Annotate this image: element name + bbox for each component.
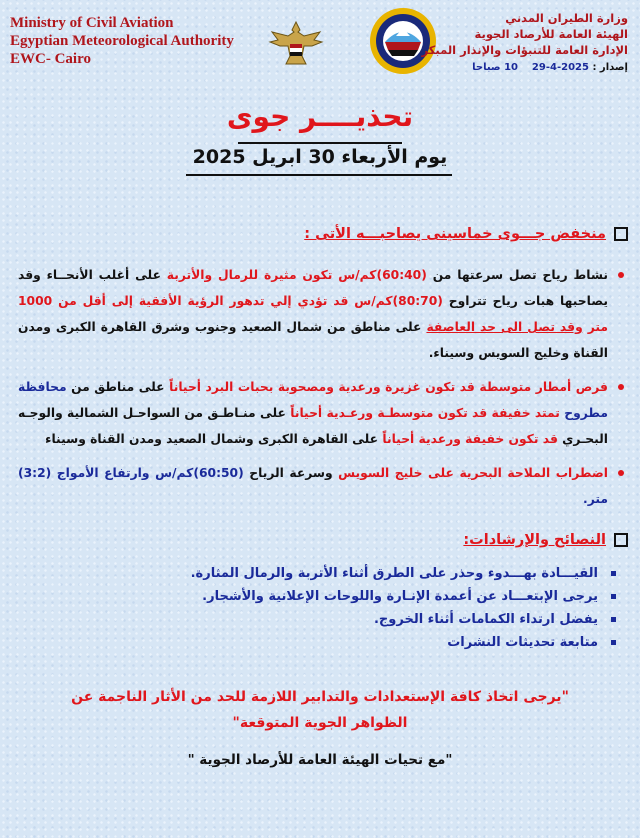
sea-text-1: اضطراب الملاحة البحرية على خليج السويس [338,466,608,480]
rain-text-1: فرص أمطار متوسطة قد تكون غزيرة ورعدية ومصحوبة بحبات البرد أحياناً [169,380,608,394]
closing-greeting: "مع تحيات الهيئة العامة للأرصاد الجوية " [187,752,453,768]
header-arabic [378,10,628,76]
sea-text-3: (60:50)كم/س وارتفاع الأمواج (3:2) متر. [18,466,608,506]
date-underline [186,174,452,176]
title-underline [238,142,402,144]
bullet-icon [618,384,624,390]
winds-text-7: على مناطق من شمال الصعيد وجنوب وشرق القاهرة الكبرى ومدن القناة وخليج السويس وسيناء. [18,320,608,360]
eagle-emblem-icon [268,16,324,70]
section-heading-advice [463,532,628,548]
advice-text: يفضل ارتداء الكمامات أثناء الخروج. [373,612,598,627]
square-bullet-icon [611,617,616,622]
bullet-icon [618,272,624,278]
rain-text-3: محافظة مطروح [18,380,608,420]
checkbox-bullet-icon [614,227,628,241]
bullet-icon [618,470,624,476]
rain-text-2: على مناطق من [66,380,170,394]
checkbox-bullet-icon [614,533,628,547]
authority-name-ar: الهيئة العامة للأرصاد الجوية [474,27,628,41]
advice-item [60,562,620,585]
issue-time: 10 صباحا [472,62,518,73]
issue-info [378,60,628,76]
winds-text-2: (60:40)كم/س تكون مثيرة للرمال والأتربة [166,268,427,282]
center-name-en: EWC- Cairo [10,51,91,67]
rain-text-5: على منـاطـق من السواحـل الشمالية والوجـه البحـري [18,406,608,446]
header-english [10,14,234,68]
sea-text-2: وسرعة الرياح [243,466,339,480]
square-bullet-icon [611,594,616,599]
ministry-name-ar: وزارة الطيران المدني [505,11,628,25]
issue-date: 2025-4-29 [531,62,589,73]
page-title: تحذيــــر جوى [226,100,414,133]
precaution-line-1: "يرجى اتخاذ كافة الإستعدادات والتدابير اللازمة للحد من الأثار الناجمة عن [71,689,569,705]
warning-item-winds [18,262,626,366]
winds-text-4: (80:70)كم/س قد تؤدي إلي تدهور الرؤية الأفقية إلى أقل من 1000 متر [18,294,609,334]
advice-item [60,585,620,608]
section1-title: منخفض جـــوى خماسينى يصاحبـــه الأتى : [304,226,606,242]
advice-list [60,562,620,654]
winds-text-3: على أغلب الأنحــاء وقد يصاحبها هبات رياح تتراوح [18,268,608,308]
section-heading-depression [304,226,628,242]
square-bullet-icon [611,571,616,576]
warning-date: يوم الأربعاء 30 ابريل 2025 [192,146,448,168]
rain-text-7: على القاهرة الكبرى وشمال الصعيد ومدن القناة وسيناء [45,432,383,446]
advice-text: القيـــادة بهـــدوء وحذر على الطرق أثناء الأتربة والرمال المثارة. [190,566,598,581]
advice-text: يرجى الإبتعـــاد عن أعمدة الإنـارة واللوحات الإعلانية والأشجار. [202,589,598,604]
rain-text-4: تمتد خفيفة قد تكون متوسطـة ورعـدية أحياناً [290,406,565,420]
section2-title: النصائح والإرشادات: [463,532,606,548]
square-bullet-icon [611,640,616,645]
rain-text-6: قد تكون خفيفة ورعدية أحياناً [382,432,558,446]
ministry-name-en: Ministry of Civil Aviation [10,15,174,31]
warning-item-rain [18,374,626,452]
precaution-line-2: الظواهر الجوية المتوقعة" [232,715,408,731]
advice-text: متابعة تحديثات النشرات [447,635,598,650]
department-name-ar: الإدارة العامة للتنبؤات والإنذار المبكر [421,43,628,57]
warning-item-sea [18,460,626,512]
warning-details [18,262,626,520]
authority-name-en: Egyptian Meteorological Authority [10,33,234,49]
advice-item [60,631,620,654]
winds-text-6: وقد تصل الى حد العاصفة [426,320,583,334]
winds-text-1: نشاط رياح تصل سرعتها من [426,268,608,282]
precaution-note [0,684,640,736]
advice-item [60,608,620,631]
issue-label: إصدار : [592,62,628,73]
